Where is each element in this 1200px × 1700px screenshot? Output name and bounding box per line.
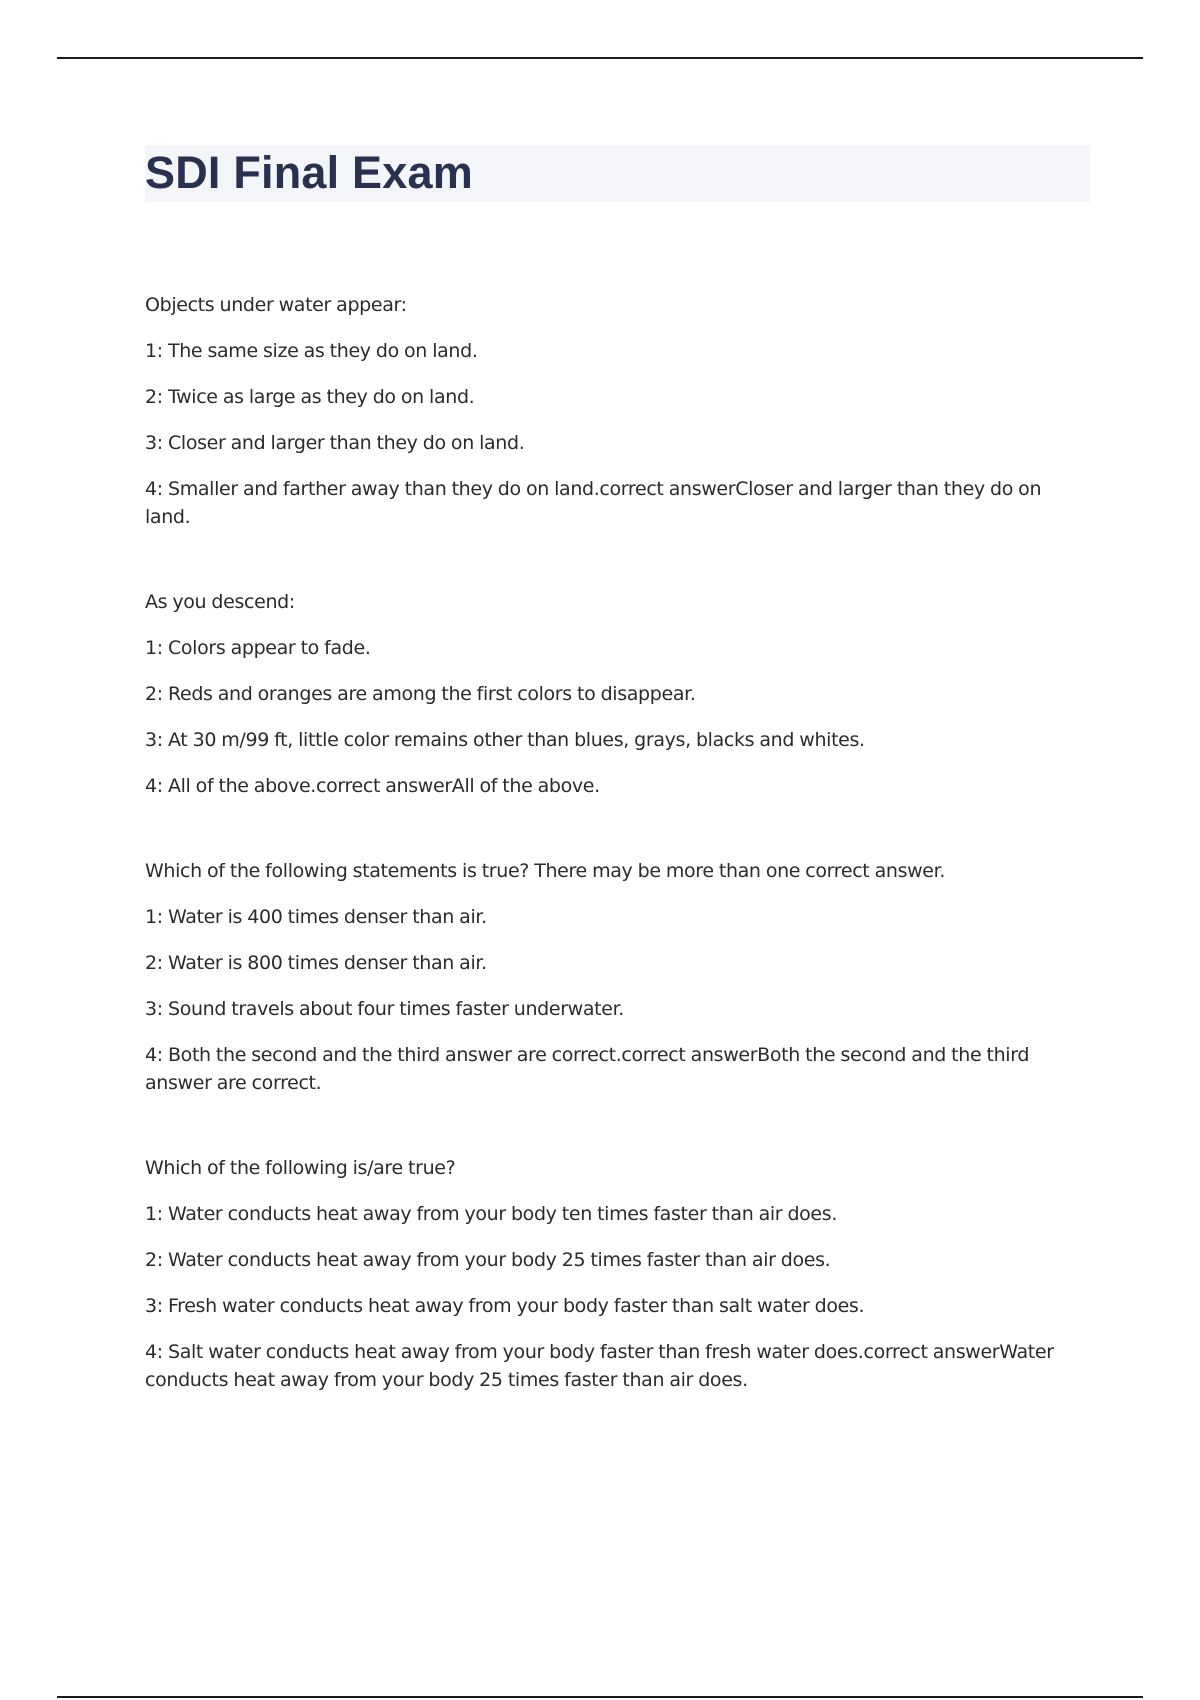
- question-1-prompt: Objects under water appear:: [145, 294, 407, 316]
- top-rule: [57, 57, 1143, 59]
- question-1-option-2: 2: Twice as large as they do on land.: [145, 386, 475, 408]
- question-2-option-1: 1: Colors appear to fade.: [145, 637, 371, 659]
- question-1-option-3: 3: Closer and larger than they do on land.: [145, 432, 525, 454]
- question-4-option-2: 2: Water conducts heat away from your body 25 times faster than air does.: [145, 1249, 831, 1271]
- question-4-option-3: 3: Fresh water conducts heat away from your body faster than salt water does.: [145, 1295, 865, 1317]
- questions-list: [145, 291, 1090, 1451]
- question-4-option-1: 1: Water conducts heat away from your body ten times faster than air does.: [145, 1203, 838, 1225]
- bottom-rule: [57, 1696, 1143, 1698]
- question-3-option-3: 3: Sound travels about four times faster underwater.: [145, 998, 624, 1020]
- question-3: [145, 857, 1090, 1097]
- question-1: [145, 291, 1090, 531]
- page-title: SDI Final Exam: [145, 147, 473, 198]
- question-3-option-2: 2: Water is 800 times denser than air.: [145, 952, 487, 974]
- question-4-prompt: Which of the following is/are true?: [145, 1157, 456, 1179]
- question-2: [145, 588, 1090, 800]
- question-1-option-1: 1: The same size as they do on land.: [145, 340, 478, 362]
- question-2-option-4-answer: 4: All of the above.correct answerAll of the above.: [145, 775, 600, 797]
- question-2-option-2: 2: Reds and oranges are among the first colors to disappear.: [145, 683, 696, 705]
- question-4-option-4-answer: 4: Salt water conducts heat away from your body faster than fresh water does.correct answerWater conducts heat away from your body 25 times faster than air does.: [145, 1341, 1054, 1391]
- question-2-option-3: 3: At 30 m/99 ft, little color remains other than blues, grays, blacks and whites.: [145, 729, 865, 751]
- question-3-option-4-answer: 4: Both the second and the third answer are correct.correct answerBoth the second and the third answer are correct.: [145, 1044, 1030, 1094]
- question-3-option-1: 1: Water is 400 times denser than air.: [145, 906, 487, 928]
- question-3-prompt: Which of the following statements is true? There may be more than one correct answer.: [145, 860, 946, 882]
- question-4: [145, 1154, 1090, 1394]
- question-1-option-4-answer: 4: Smaller and farther away than they do on land.correct answerCloser and larger than they do on land.: [145, 478, 1042, 528]
- question-2-prompt: As you descend:: [145, 591, 295, 613]
